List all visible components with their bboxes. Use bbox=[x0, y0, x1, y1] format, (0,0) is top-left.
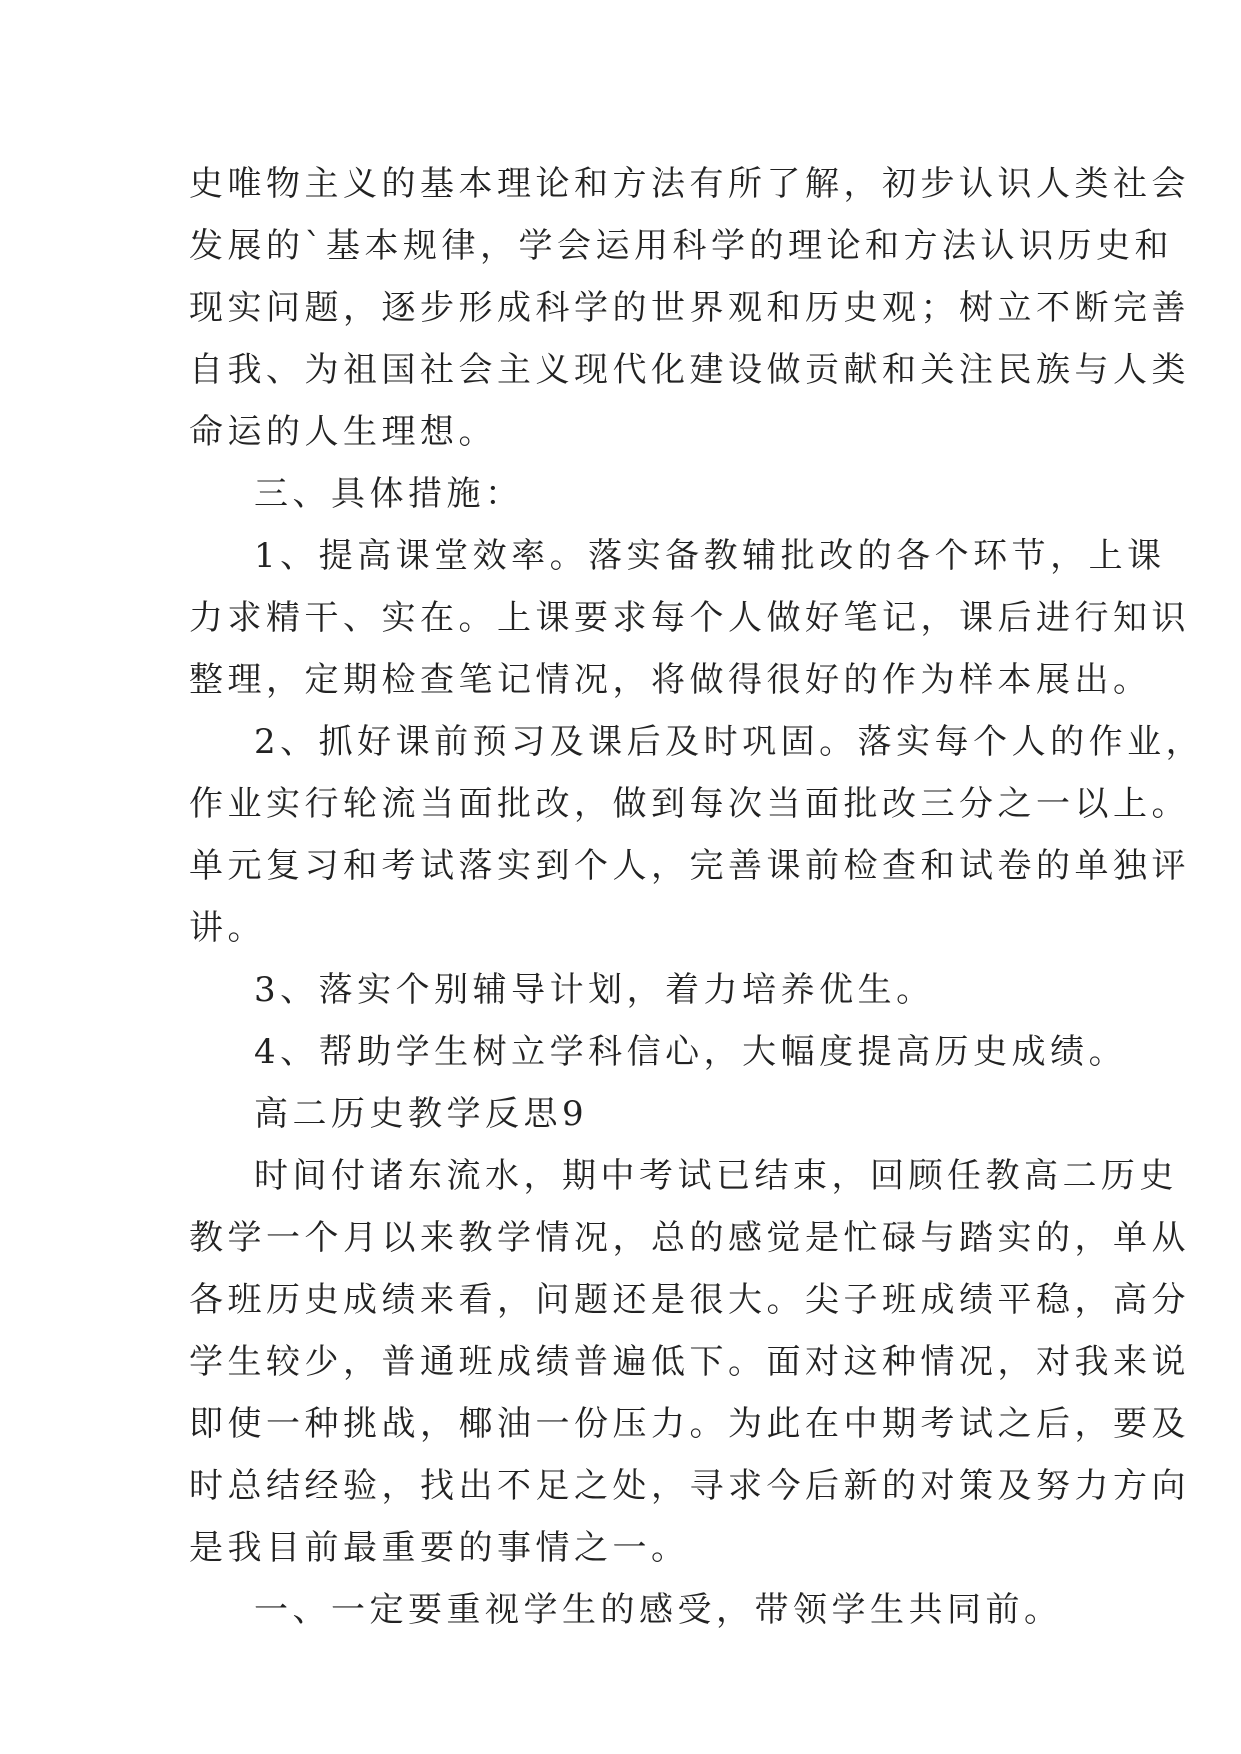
text-line: 现实问题，逐步形成科学的世界观和历史观；树立不断完善 bbox=[189, 288, 1190, 328]
text-line: 史唯物主义的基本理论和方法有所了解，初步认识人类社会 bbox=[189, 164, 1190, 204]
section-heading: 三、具体措施： bbox=[254, 474, 524, 514]
text-line: 自我、为祖国社会主义现代化建设做贡献和关注民族与人类 bbox=[189, 350, 1190, 390]
text-line: 1、提高课堂效率。落实备教辅批改的各个环节，上课 bbox=[254, 536, 1166, 576]
text-line: 3、落实个别辅导计划，着力培养优生。 bbox=[254, 970, 935, 1010]
text-line: 力求精干、实在。上课要求每个人做好笔记，课后进行知识 bbox=[189, 598, 1190, 638]
text-line: 是我目前最重要的事情之一。 bbox=[189, 1528, 690, 1568]
text-line: 作业实行轮流当面批改，做到每次当面批改三分之一以上。 bbox=[189, 784, 1190, 824]
article-title: 高二历史教学反思9 bbox=[254, 1094, 589, 1134]
text-line: 整理，定期检查笔记情况，将做得很好的作为样本展出。 bbox=[189, 660, 1152, 700]
text-line: 即使一种挑战，椰油一份压力。为此在中期考试之后，要及 bbox=[189, 1404, 1190, 1444]
text-line: 时总结经验，找出不足之处，寻求今后新的对策及努力方向 bbox=[189, 1466, 1190, 1506]
text-line: 4、帮助学生树立学科信心，大幅度提高历史成绩。 bbox=[254, 1032, 1128, 1072]
text-line: 学生较少，普通班成绩普遍低下。面对这种情况，对我来说 bbox=[189, 1342, 1190, 1382]
text-line: 讲。 bbox=[189, 908, 266, 948]
text-line: 单元复习和考试落实到个人，完善课前检查和试卷的单独评 bbox=[189, 846, 1190, 886]
text-line: 发展的`基本规律，学会运用科学的理论和方法认识历史和 bbox=[189, 226, 1173, 266]
text-line: 各班历史成绩来看，问题还是很大。尖子班成绩平稳，高分 bbox=[189, 1280, 1190, 1320]
text-line: 教学一个月以来教学情况，总的感觉是忙碌与踏实的，单从 bbox=[189, 1218, 1190, 1258]
text-line: 时间付诸东流水，期中考试已结束，回顾任教高二历史 bbox=[254, 1156, 1178, 1196]
section-heading: 一、一定要重视学生的感受，带领学生共同前。 bbox=[254, 1590, 1063, 1630]
text-line: 2、抓好课前预习及课后及时巩固。落实每个人的作业， bbox=[254, 722, 1205, 762]
text-line: 命运的人生理想。 bbox=[189, 412, 497, 452]
